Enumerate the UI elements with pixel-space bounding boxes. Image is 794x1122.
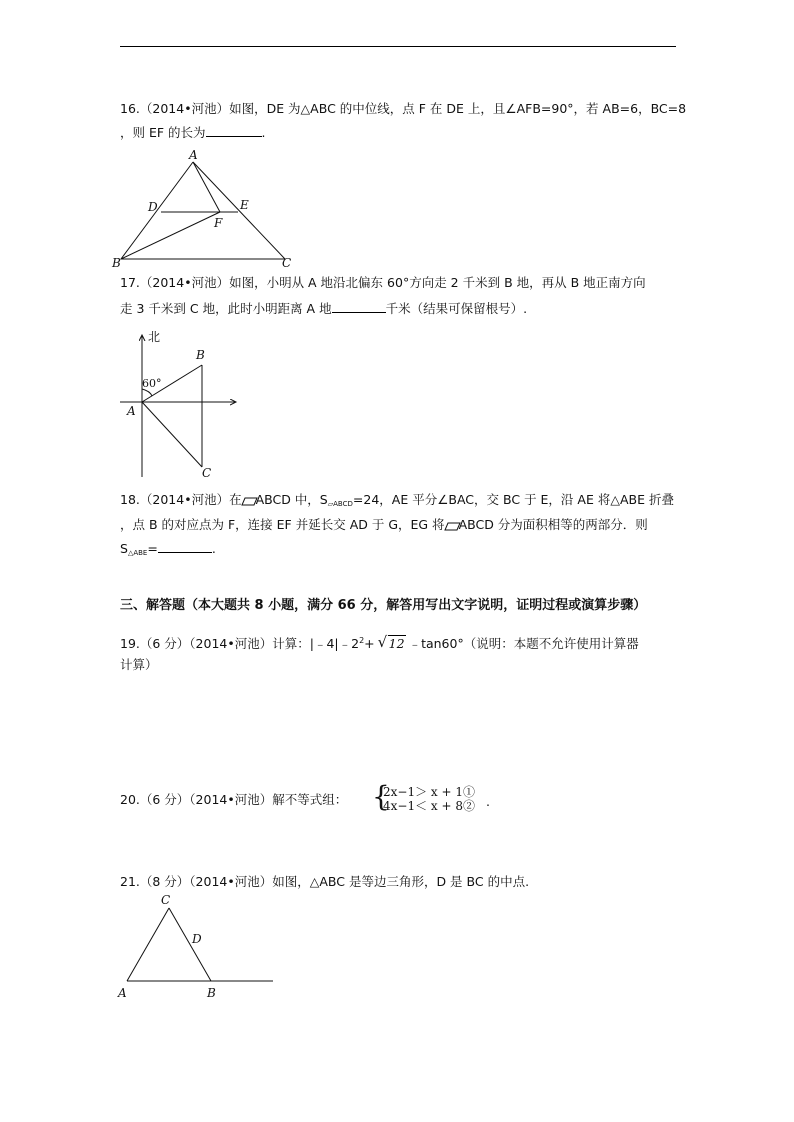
q21-triangle-figure bbox=[115, 892, 280, 1002]
q18-line2-b: ABCD 分为面积相等的两部分．则 bbox=[458, 517, 648, 532]
q16-line2-text: ，则 EF 的长为 bbox=[120, 125, 206, 140]
q16-triangle-figure bbox=[110, 145, 310, 270]
sqrt-icon: √ bbox=[377, 633, 388, 651]
q20-system bbox=[383, 785, 475, 813]
q20-line: 20.（6 分）（2014•河池）解不等式组： bbox=[120, 792, 348, 807]
q21-label-C: C bbox=[161, 893, 171, 907]
q21-side-CB bbox=[169, 908, 211, 981]
q17-line2 bbox=[120, 300, 527, 318]
q16-label-F: F bbox=[214, 216, 223, 230]
q18-line2-a: ，点 B 的对应点为 F，连接 EF 并延长交 AD 于 G，EG 将 bbox=[120, 517, 445, 532]
q17-segment-AC bbox=[142, 402, 202, 467]
q16-segment-BF bbox=[121, 212, 220, 259]
q21-label-A: A bbox=[118, 986, 127, 1000]
q17-label-B: B bbox=[196, 348, 205, 362]
q17-line1: 17.（2014•河池）如图，小明从 A 地沿北偏东 60°方向走 2 千米到 B 地，再从 B 地正南方向 bbox=[120, 275, 646, 290]
q16-triangle bbox=[121, 162, 285, 259]
header-rule bbox=[120, 46, 676, 47]
q18-answer-blank bbox=[158, 540, 212, 553]
q18-line3-end: . bbox=[211, 541, 216, 556]
q21-label-D: D bbox=[192, 932, 202, 946]
q19-exponent: 2 bbox=[359, 636, 365, 645]
q17-label-C: C bbox=[202, 466, 212, 480]
q17-line2-text: 走 3 千米到 C 地，此时小明距离 A 地 bbox=[120, 301, 332, 316]
q20-eq2: 4x−1＜ x + 8② bbox=[383, 799, 475, 813]
q17-direction-figure bbox=[112, 325, 252, 485]
q18-line3 bbox=[120, 540, 216, 562]
q19-sqrt bbox=[378, 635, 406, 653]
parallelogram-icon bbox=[242, 497, 256, 505]
q16-line2-end: . bbox=[261, 125, 266, 140]
q19-radicand: 12 bbox=[388, 636, 405, 651]
q16-answer-blank bbox=[206, 124, 262, 137]
q21-side-AC bbox=[127, 908, 169, 981]
q17-label-north: 北 bbox=[148, 330, 161, 344]
q16-segment-AF bbox=[193, 162, 220, 212]
q17-answer-blank bbox=[332, 300, 386, 313]
q16-line2 bbox=[120, 124, 266, 142]
q18-line1-b: ABCD 中，S bbox=[255, 492, 328, 507]
q16-line1: 16.（2014•河池）如图，DE 为△ABC 的中位线，点 F 在 DE 上，且∠AFB=90°，若 AB=6，BC=8 bbox=[120, 101, 687, 116]
q21-line: 21.（8 分）（2014•河池）如图，△ABC 是等边三角形，D 是 BC 的中点. bbox=[120, 874, 530, 889]
q21-label-B: B bbox=[207, 986, 216, 1000]
q18-line2 bbox=[120, 516, 648, 534]
q16-label-A: A bbox=[189, 148, 198, 162]
q19-line2: 计算） bbox=[120, 657, 158, 672]
q17-angle-arc bbox=[142, 389, 152, 396]
q16-label-D: D bbox=[148, 200, 158, 214]
q20-eq1: 2x−1＞ x + 1① bbox=[383, 785, 475, 799]
q16-label-B: B bbox=[112, 256, 121, 270]
q17-line2-end: 千米（结果可保留根号）. bbox=[385, 301, 528, 316]
q18-line3-sub: △ABE bbox=[127, 549, 148, 557]
q18-line3-eq: = bbox=[147, 541, 158, 556]
q16-label-C: C bbox=[282, 256, 292, 270]
q19-text-pre: 19.（6 分）（2014•河池）计算：|﹣4|﹣2 bbox=[120, 636, 360, 651]
q17-label-angle: 60° bbox=[142, 377, 162, 390]
q20-brace-icon: { bbox=[372, 780, 390, 813]
q19-line1 bbox=[120, 632, 639, 653]
q18-line1-sub: ▱ABCD bbox=[327, 500, 353, 508]
q17-label-A: A bbox=[127, 404, 136, 418]
q18-line1 bbox=[120, 491, 674, 513]
parallelogram-icon bbox=[445, 522, 459, 530]
q18-line3-s: S bbox=[120, 541, 128, 556]
section3-title: 三、解答题（本大题共 8 小题，满分 66 分，解答用写出文字说明，证明过程或演算步骤） bbox=[120, 598, 647, 613]
q20-end: . bbox=[486, 794, 490, 809]
q19-text-post: ﹣tan60°（说明：本题不允许使用计算器 bbox=[408, 636, 639, 651]
q18-line1-c: =24，AE 平分∠BAC，交 BC 于 E，沿 AE 将△ABE 折叠 bbox=[352, 492, 674, 507]
q18-line1-a: 18.（2014•河池）在 bbox=[120, 492, 242, 507]
q16-label-E: E bbox=[240, 198, 249, 212]
q19-plus: + bbox=[364, 636, 375, 651]
